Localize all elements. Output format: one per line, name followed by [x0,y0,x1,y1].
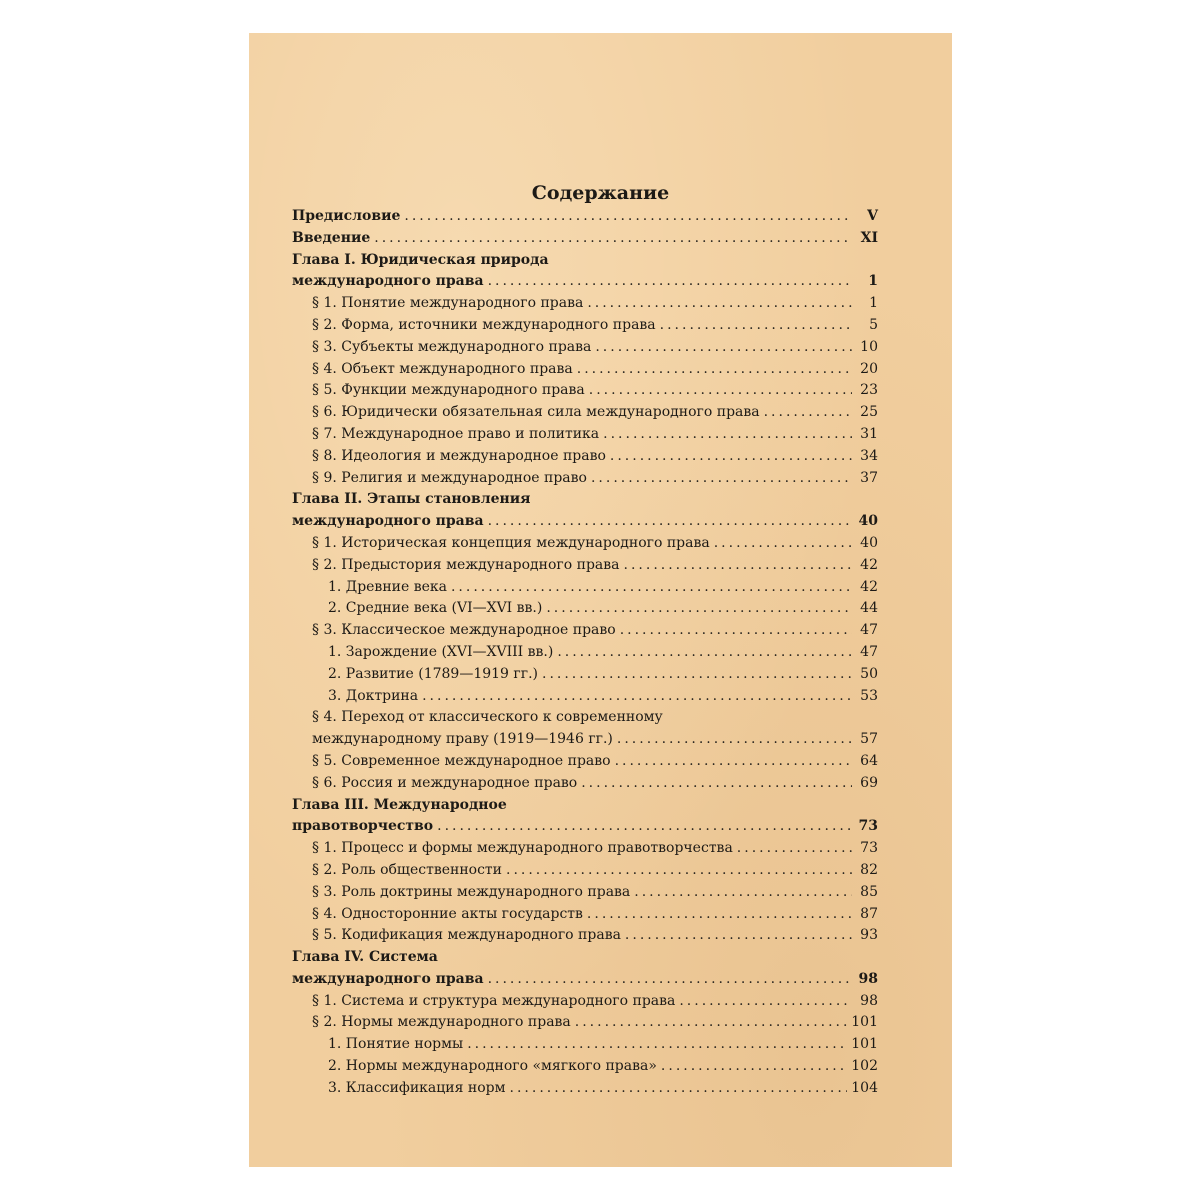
dot-leader [587,293,852,315]
toc-entry [292,555,878,577]
dot-leader [581,773,852,795]
table-of-contents [292,206,878,1100]
toc-page-number: 98 [858,970,878,987]
toc-entry [292,424,878,446]
toc-entry [292,446,878,468]
toc-entry [292,337,878,359]
toc-entry-title: § 2. Предыстория международного права [312,556,620,573]
toc-entry [292,250,878,272]
dot-leader [546,598,852,620]
toc-entry [292,686,878,708]
dot-leader [617,729,852,751]
toc-page-number: 102 [851,1058,878,1075]
toc-page-number: 34 [860,447,878,464]
toc-page-number: XI [860,229,878,246]
toc-entry-title: Глава I. Юридическая природа [292,251,549,268]
toc-entry [292,642,878,664]
toc-entry-title: § 4. Объект международного права [312,360,573,377]
toc-entry-title: § 6. Россия и международное право [312,774,578,791]
dot-leader [587,904,852,926]
page-title: Содержание [531,182,670,204]
toc-entry [292,293,878,315]
toc-entry-title: 2. Средние века (VI—XVI вв.) [328,600,543,617]
toc-entry [292,598,878,620]
dot-leader [714,533,852,555]
toc-page-number: 47 [860,622,878,639]
toc-page-number: 98 [860,992,878,1009]
toc-entry-title: § 1. Система и структура международного права [312,992,676,1009]
toc-entry-title: § 3. Классическое международное право [312,622,616,639]
toc-entry-title: § 4. Односторонние акты государств [312,905,583,922]
toc-page-number: 47 [860,643,878,660]
toc-entry-title: 3. Доктрина [328,687,419,704]
dot-leader [737,838,852,860]
toc-entry-title: 1. Понятие нормы [328,1036,464,1053]
toc-entry [292,1078,878,1100]
toc-entry [292,751,878,773]
dot-leader [374,228,852,250]
dot-leader [404,206,852,228]
toc-entry-title: § 1. Понятие международного права [312,295,584,312]
toc-entry-title: § 5. Функции международного права [312,382,585,399]
toc-entry-title: § 3. Роль доктрины международного права [312,883,631,900]
toc-page-number: 93 [860,927,878,944]
toc-entry [292,380,878,402]
toc-entry-title: § 4. Переход от классического к современному [312,709,663,726]
toc-entry [292,271,878,293]
toc-entry-title: международного права [292,513,484,530]
toc-entry [292,969,878,991]
dot-leader [577,359,852,381]
toc-entry [292,620,878,642]
toc-page-number: 85 [860,883,878,900]
toc-entry [292,925,878,947]
toc-page-number: 23 [860,382,878,399]
toc-page-number: 64 [860,752,878,769]
toc-entry [292,315,878,337]
dot-leader [510,1078,848,1100]
toc-entry-title: 3. Классификация норм [328,1079,506,1096]
toc-entry-title: § 1. Историческая концепция международного права [312,534,710,551]
toc-entry-title: § 2. Форма, источники международного права [312,316,656,333]
toc-entry [292,838,878,860]
dot-leader [575,1012,847,1034]
toc-entry-title: § 2. Нормы международного права [312,1014,571,1031]
dot-leader [488,511,852,533]
toc-entry [292,228,878,250]
dot-leader [557,642,852,664]
toc-entry [292,991,878,1013]
toc-page-number: 69 [860,774,878,791]
toc-entry [292,1034,878,1056]
toc-page-number: 25 [860,404,878,421]
toc-page-number: 50 [860,665,878,682]
toc-entry-title: § 5. Кодификация международного права [312,927,621,944]
toc-page-number: 31 [860,425,878,442]
toc-page-number: 82 [860,861,878,878]
dot-leader [589,380,852,402]
dot-leader [437,816,852,838]
toc-page-number: 101 [851,1014,878,1031]
toc-entry-title: Глава III. Международное [292,796,507,813]
toc-page-number: 57 [860,731,878,748]
toc-page-number: 87 [860,905,878,922]
dot-leader [542,664,852,686]
toc-entry-title: Предисловие [292,208,401,224]
toc-entry [292,206,878,228]
toc-entry [292,577,878,599]
toc-page-number: 73 [858,818,878,835]
toc-page-number: 20 [860,360,878,377]
toc-page-number: 73 [860,840,878,857]
dot-leader [451,577,852,599]
toc-page-number: 101 [851,1036,878,1053]
toc-entry-title: § 6. Юридически обязательная сила международного права [312,404,760,421]
toc-entry [292,795,878,817]
toc-entry-title: § 5. Современное международное право [312,752,611,769]
toc-entry-title: правотворчество [292,818,434,835]
toc-entry-title: 1. Древние века [328,578,447,595]
toc-entry [292,860,878,882]
dot-leader [634,882,852,904]
dot-leader [467,1034,847,1056]
toc-page-number: 42 [860,578,878,595]
toc-entry [292,359,878,381]
toc-entry-title: § 8. Идеология и международное право [312,447,606,464]
dot-leader [506,860,852,882]
dot-leader [591,468,852,490]
toc-entry-title: 1. Зарождение (XVI—XVIII вв.) [328,643,554,660]
toc-entry [292,489,878,511]
toc-entry-title: 2. Нормы международного «мягкого права» [328,1058,657,1075]
toc-entry [292,816,878,838]
dot-leader [615,751,852,773]
dot-leader [764,402,852,424]
dot-leader [488,271,852,293]
toc-entry [292,773,878,795]
toc-entry-title: § 9. Религия и международное право [312,469,587,486]
toc-entry [292,1056,878,1078]
toc-entry [292,511,878,533]
toc-page-number: 37 [860,469,878,486]
toc-entry-title: § 3. Субъекты международного права [312,338,592,355]
dot-leader [660,315,852,337]
dot-leader [624,555,852,577]
toc-entry [292,468,878,490]
dot-leader [595,337,852,359]
toc-entry [292,1012,878,1034]
toc-page-number: V [867,208,878,224]
dot-leader [620,620,852,642]
toc-page-number: 40 [858,513,878,530]
toc-entry-title: международного права [292,970,484,987]
toc-entry-title: Введение [292,229,371,246]
toc-entry-title: Глава IV. Система [292,949,438,966]
toc-entry [292,729,878,751]
toc-page-number: 1 [869,295,878,312]
toc-entry [292,664,878,686]
dot-leader [603,424,852,446]
toc-entry [292,707,878,729]
toc-page-number: 1 [868,273,878,290]
toc-entry [292,904,878,926]
toc-entry [292,402,878,424]
toc-entry-title: § 2. Роль общественности [312,861,502,878]
toc-entry-title: 2. Развитие (1789—1919 гг.) [328,665,538,682]
dot-leader [610,446,852,468]
toc-page-number: 53 [860,687,878,704]
dot-leader [488,969,852,991]
dot-leader [625,925,852,947]
toc-page-number: 42 [860,556,878,573]
toc-entry-title: международного права [292,273,484,290]
toc-entry [292,533,878,555]
toc-entry-title: международному праву (1919—1946 гг.) [312,731,613,748]
toc-page-number: 40 [860,534,878,551]
toc-page-number: 10 [860,338,878,355]
toc-entry-title: § 1. Процесс и формы международного правотворчества [312,840,733,857]
toc-entry [292,882,878,904]
toc-page-number: 44 [860,600,878,617]
dot-leader [422,686,852,708]
toc-page-number: 5 [869,316,878,333]
toc-entry [292,947,878,969]
dot-leader [661,1056,847,1078]
toc-page-number: 104 [851,1079,878,1096]
dot-leader [679,991,852,1013]
toc-entry-title: Глава II. Этапы становления [292,491,531,508]
toc-entry-title: § 7. Международное право и политика [312,425,600,442]
